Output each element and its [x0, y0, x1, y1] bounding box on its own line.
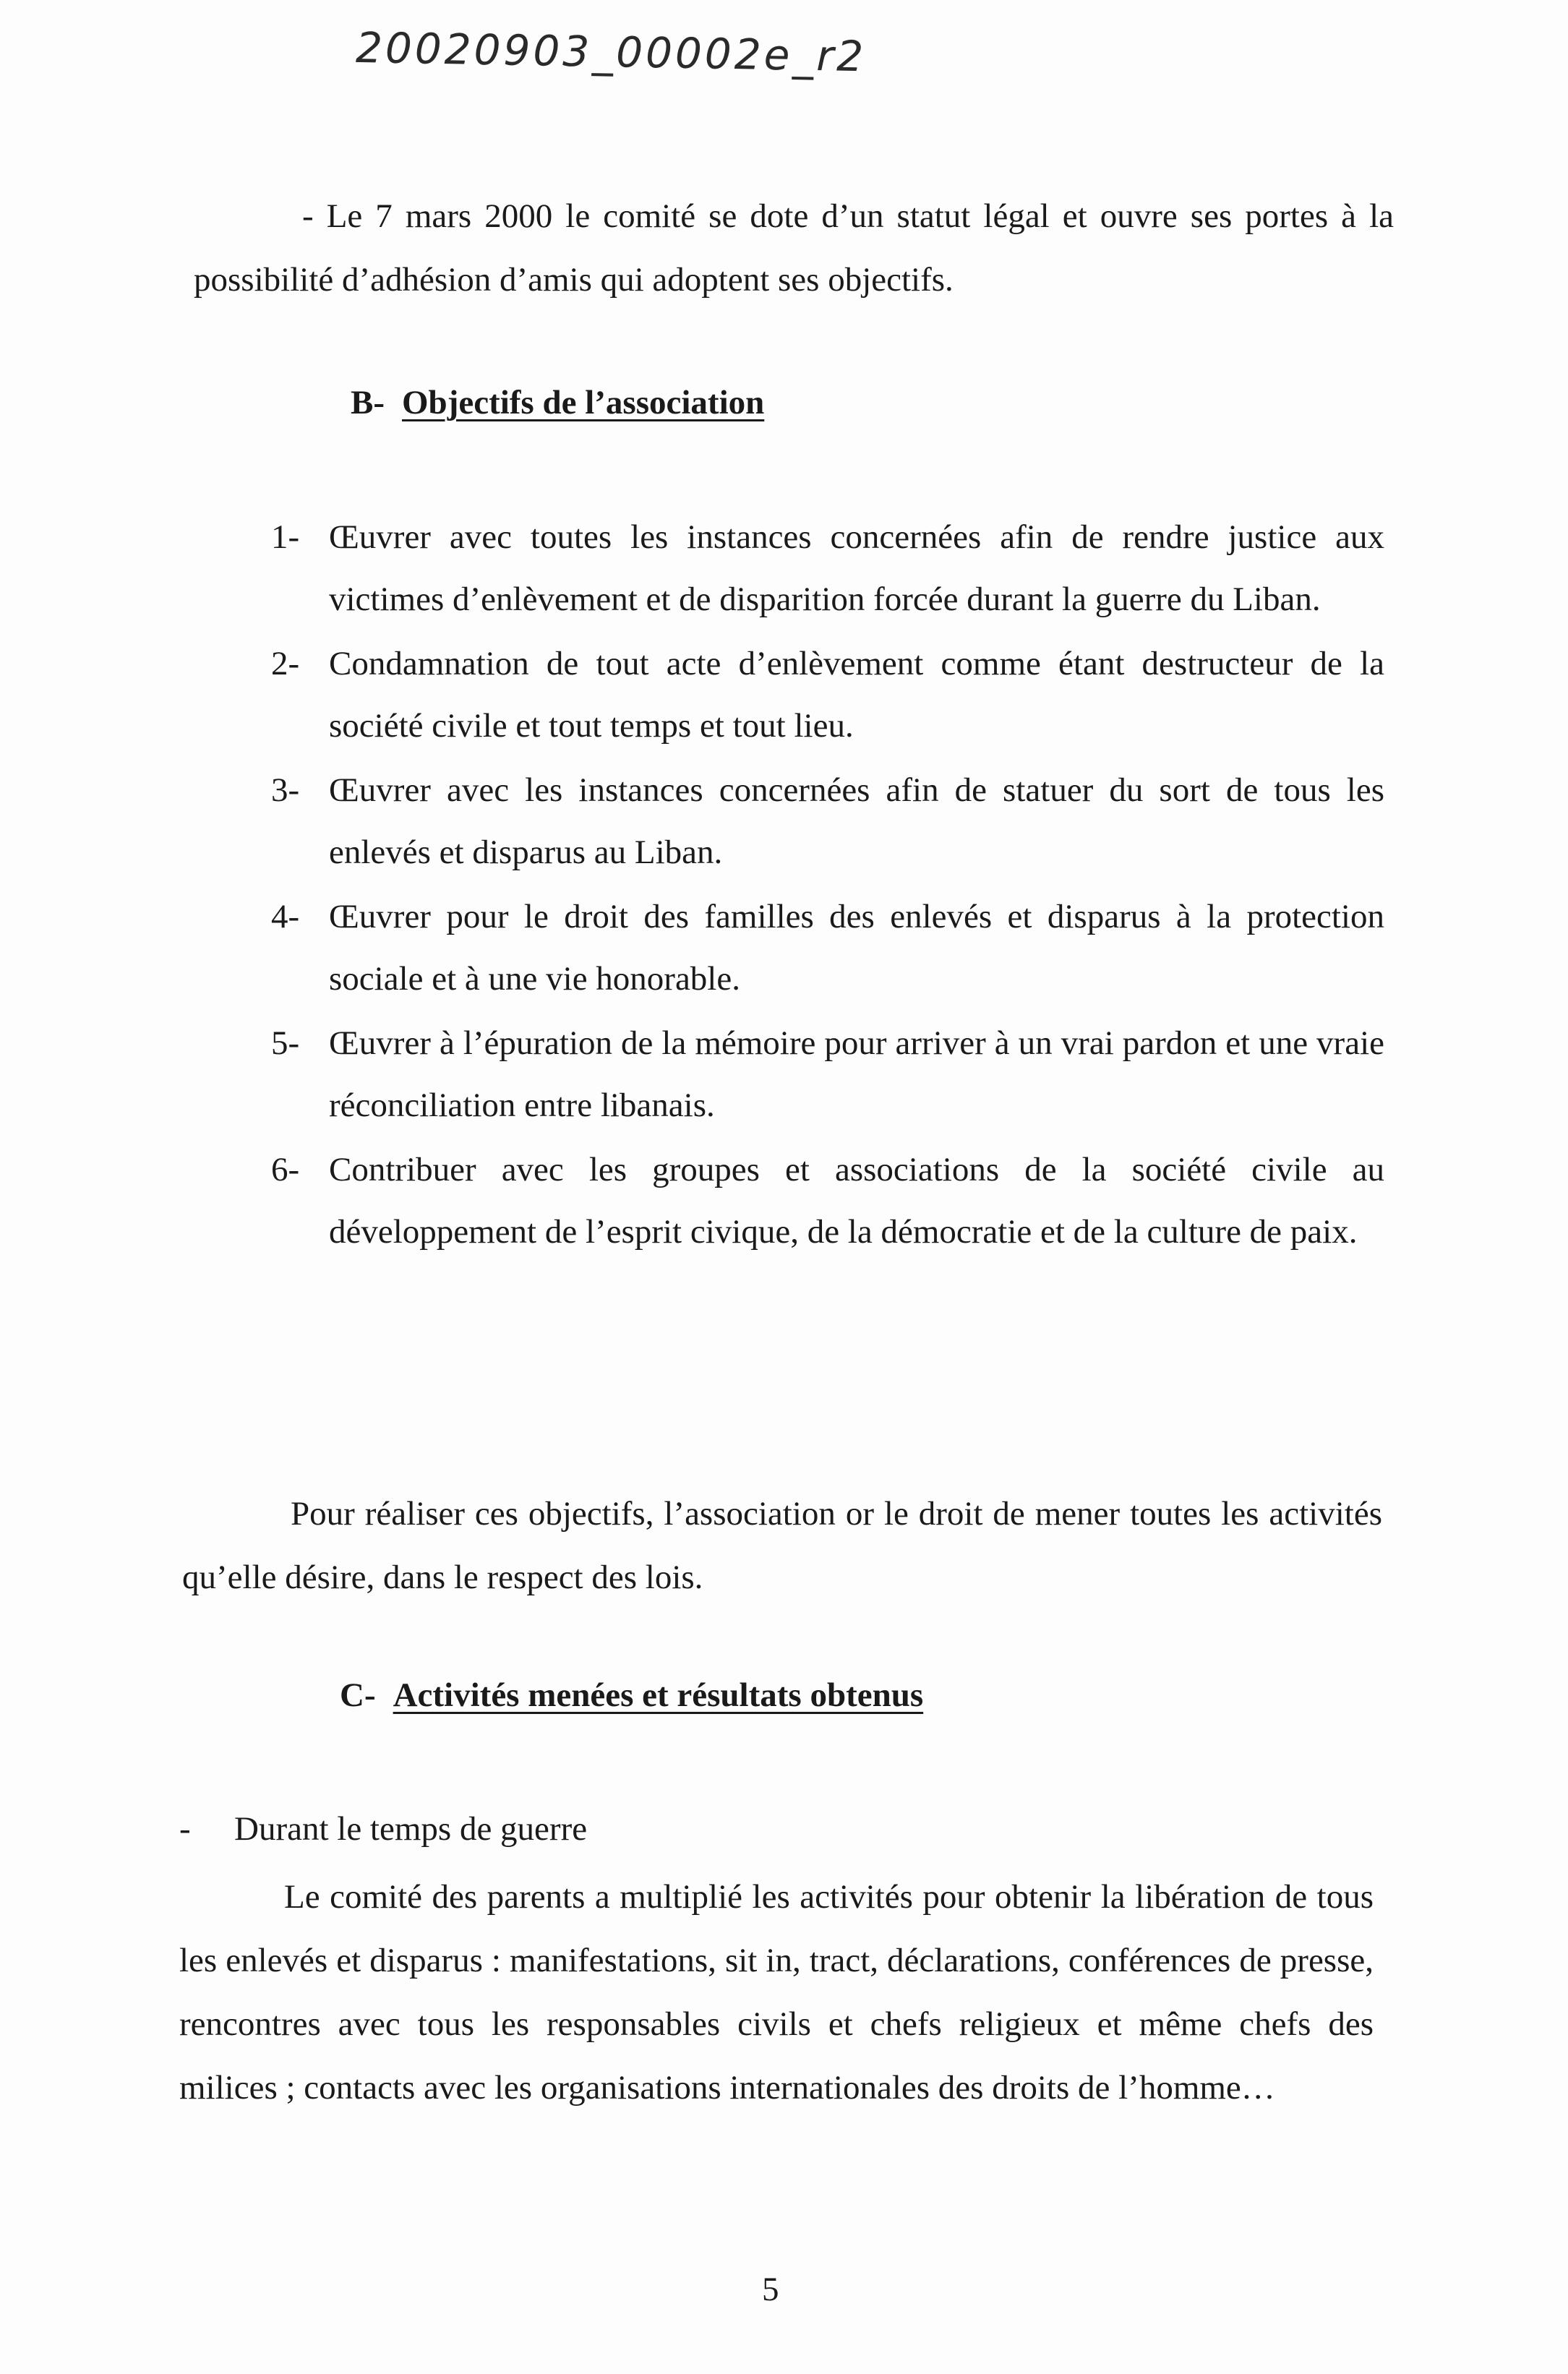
objective-number: 5-	[271, 1024, 300, 1062]
objective-text: Œuvrer pour le droit des familles des enlevés et disparus à la protection sociale et à une vie honorable.	[329, 898, 1384, 998]
page-number: 5	[762, 2271, 779, 2308]
objective-number: 2-	[271, 645, 300, 682]
objectives-list	[271, 506, 1384, 1265]
objective-item	[271, 1012, 1384, 1136]
objective-item	[271, 633, 1384, 757]
section-b-title: Objectifs de l’association	[402, 384, 765, 421]
objective-text: Condamnation de tout acte d’enlèvement comme étant destructeur de la société civile et tout temps et tout lieu.	[329, 645, 1384, 745]
section-b-letter: B-	[351, 384, 385, 421]
objective-number: 1-	[271, 518, 300, 556]
subheading-text: Durant le temps de guerre	[234, 1810, 588, 1848]
objective-text: Œuvrer à l’épuration de la mémoire pour arriver à un vrai pardon et une vraie réconciliation entre libanais.	[329, 1024, 1384, 1124]
objective-number: 3-	[271, 771, 300, 809]
handwritten-reference: 20020903_00002e_r2	[355, 22, 867, 82]
objective-item	[271, 1139, 1384, 1263]
section-c-letter: C-	[340, 1676, 376, 1714]
objective-text: Œuvrer avec toutes les instances concernées afin de rendre justice aux victimes d’enlèvement et de disparition forcée durant la guerre du Liban.	[329, 518, 1384, 618]
war-time-subheading	[179, 1797, 587, 1861]
dash-bullet: -	[179, 1810, 191, 1848]
section-b-heading	[351, 383, 764, 422]
objective-item	[271, 759, 1384, 883]
objective-item	[271, 506, 1384, 630]
war-activities-paragraph: Le comité des parents a multiplié les activités pour obtenir la libération de tous les enlevés et disparus : manifestations, sit in, tract, déclarations, conférences de presse, rencontres avec tous les responsables civils et chefs religieux et même chefs des milices ; contacts avec les organisations internationales des droits de l’homme…	[179, 1878, 1374, 2107]
objective-text: Contribuer avec les groupes et associations de la société civile au développement de l’esprit civique, de la démocratie et de la culture de paix.	[329, 1151, 1384, 1251]
objective-number: 4-	[271, 898, 300, 935]
objective-number: 6-	[271, 1151, 300, 1188]
objectives-closing-paragraph: Pour réaliser ces objectifs, l’association or le droit de mener toutes les activités qu’elle désire, dans le respect des lois.	[182, 1495, 1382, 1596]
objective-item	[271, 886, 1384, 1010]
section-c-heading	[340, 1676, 923, 1715]
objective-text: Œuvrer avec les instances concernées afin de statuer du sort de tous les enlevés et disparus au Liban.	[329, 771, 1384, 871]
intro-paragraph: - Le 7 mars 2000 le comité se dote d’un statut légal et ouvre ses portes à la possibilité d’adhésion d’amis qui adoptent ses objectifs.	[194, 197, 1394, 299]
section-c-title: Activités menées et résultats obtenus	[393, 1676, 924, 1714]
